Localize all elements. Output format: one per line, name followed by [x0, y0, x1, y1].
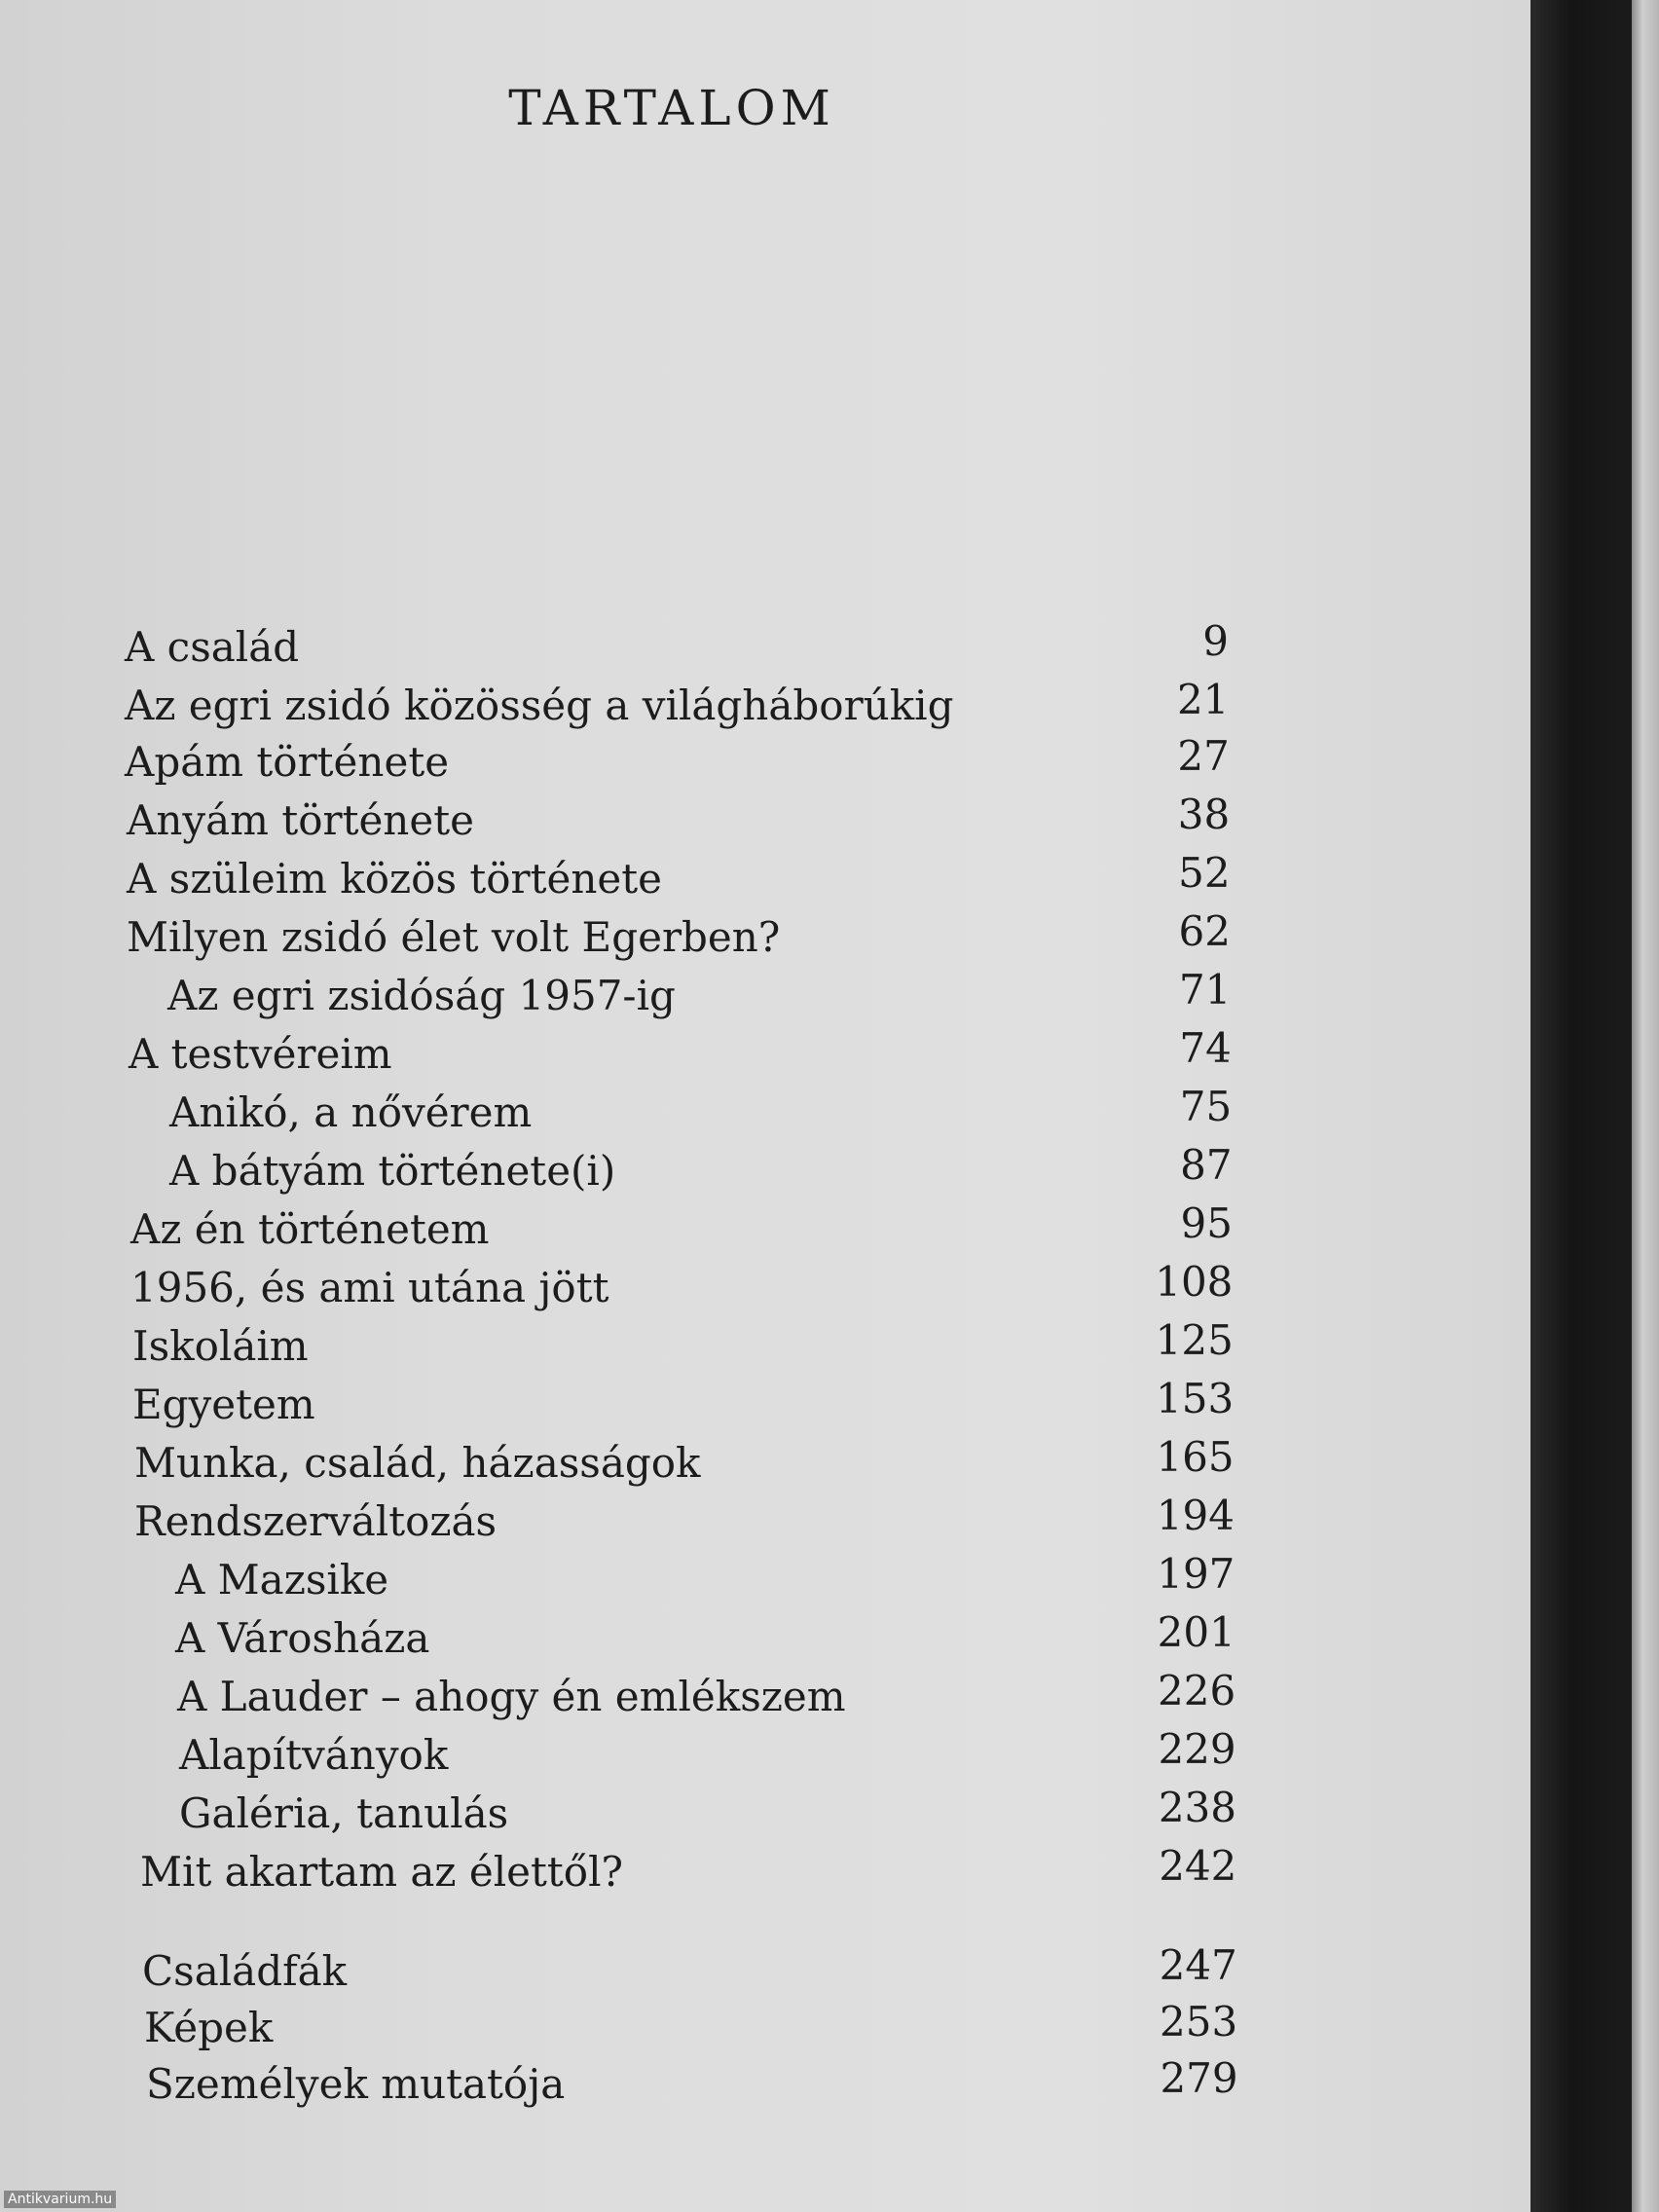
toc-entry-page: 197 — [1157, 1550, 1235, 1598]
toc-entry-label: Anikó, a nővérem — [169, 1088, 533, 1136]
toc-entry-7 — [0, 966, 1530, 1026]
toc-entry-17 — [0, 1550, 1530, 1610]
toc-entry-page: 38 — [1177, 791, 1231, 838]
toc-entry-16 — [0, 1492, 1530, 1552]
toc-entry-10 — [0, 1141, 1530, 1201]
toc-entry-14 — [0, 1375, 1530, 1435]
toc-entry-label: Az egri zsidó közösség a világháborúkig — [125, 682, 954, 729]
toc-entry-22 — [0, 1842, 1530, 1902]
toc-entry-12 — [0, 1258, 1530, 1318]
toc-entry-label: Iskoláim — [132, 1322, 309, 1370]
toc-entry-label: Alapítványok — [179, 1731, 449, 1779]
toc-entry-label: A szüleim közös története — [127, 855, 662, 903]
toc-entry-page: 279 — [1160, 2054, 1238, 2102]
toc-entry-1 — [0, 617, 1530, 678]
toc-entry-19 — [0, 1667, 1530, 1727]
toc-entry-label: Milyen zsidó élet volt Egerben? — [127, 913, 781, 961]
toc-entry-label: Galéria, tanulás — [179, 1789, 509, 1837]
toc-entry-5 — [0, 849, 1530, 909]
toc-entry-2 — [0, 676, 1530, 736]
toc-entry-page: 153 — [1156, 1375, 1235, 1422]
toc-entry-label: Munka, család, házasságok — [134, 1439, 701, 1487]
toc-entry-page: 9 — [1202, 617, 1229, 665]
toc-entry-page: 27 — [1177, 732, 1230, 780]
toc-entry-page: 95 — [1180, 1199, 1233, 1247]
toc-entry-label: A Városháza — [175, 1614, 430, 1662]
toc-entry-8 — [0, 1024, 1530, 1085]
toc-entry-label: A Lauder – ahogy én emlékszem — [177, 1673, 846, 1720]
toc-entry-label: Egyetem — [132, 1381, 315, 1428]
book-spine-shadow — [1530, 0, 1632, 2212]
toc-entry-page: 21 — [1176, 676, 1230, 723]
toc-entry-20 — [0, 1725, 1530, 1786]
toc-entry-label: A bátyám története(i) — [169, 1147, 616, 1195]
toc-entry-label: Apám története — [125, 738, 450, 786]
toc-entry-18 — [0, 1608, 1530, 1669]
toc-entry-label: Személyek mutatója — [146, 2060, 566, 2108]
toc-entry-13 — [0, 1316, 1530, 1377]
toc-entry-4 — [0, 791, 1530, 851]
toc-entry-label: Anyám története — [127, 796, 474, 844]
toc-entry-page: 226 — [1158, 1667, 1236, 1714]
toc-entry-page: 71 — [1178, 966, 1232, 1014]
toc-entry-25 — [0, 2054, 1530, 2115]
toc-entry-11 — [0, 1199, 1530, 1260]
toc-entry-page: 238 — [1158, 1784, 1236, 1831]
toc-entry-page: 125 — [1155, 1316, 1234, 1364]
toc-entry-page: 52 — [1178, 849, 1231, 897]
toc-entry-page: 253 — [1160, 1998, 1238, 2046]
toc-entry-page: 229 — [1158, 1725, 1236, 1773]
toc-entry-label: Mit akartam az élettől? — [140, 1848, 624, 1896]
toc-entry-15 — [0, 1433, 1530, 1493]
toc-entry-label: A család — [125, 623, 300, 671]
toc-entry-9 — [0, 1083, 1530, 1143]
toc-entry-label: Képek — [144, 2004, 274, 2051]
toc-entry-6 — [0, 907, 1530, 968]
toc-entry-21 — [0, 1784, 1530, 1844]
toc-entry-label: Rendszerváltozás — [134, 1497, 498, 1545]
toc-entry-page: 201 — [1157, 1608, 1235, 1656]
toc-entry-3 — [0, 732, 1530, 793]
toc-entry-page: 87 — [1180, 1141, 1233, 1189]
toc-entry-page: 108 — [1155, 1258, 1234, 1306]
toc-entry-label: Családfák — [142, 1947, 348, 1995]
toc-entry-23 — [0, 1941, 1530, 2002]
page-title: TARTALOM — [508, 79, 835, 136]
toc-entry-label: 1956, és ami utána jött — [130, 1264, 609, 1311]
toc-entry-page: 165 — [1156, 1433, 1235, 1481]
toc-entry-page: 74 — [1179, 1024, 1232, 1072]
watermark: Antikvarium.hu — [4, 2191, 116, 2208]
toc-entry-page: 62 — [1178, 907, 1231, 955]
toc-entry-label: Az egri zsidóság 1957-ig — [167, 972, 676, 1019]
toc-entry-label: Az én történetem — [130, 1205, 490, 1253]
toc-entry-page: 194 — [1156, 1492, 1235, 1539]
toc-entry-page: 75 — [1179, 1083, 1233, 1130]
toc-entry-label: A testvéreim — [129, 1030, 392, 1078]
book-cover-edge — [1632, 0, 1659, 2212]
toc-entry-24 — [0, 1998, 1530, 2058]
toc-entry-label: A Mazsike — [175, 1556, 389, 1604]
toc-entry-page: 247 — [1159, 1941, 1237, 1989]
toc-entry-page: 242 — [1159, 1842, 1237, 1890]
